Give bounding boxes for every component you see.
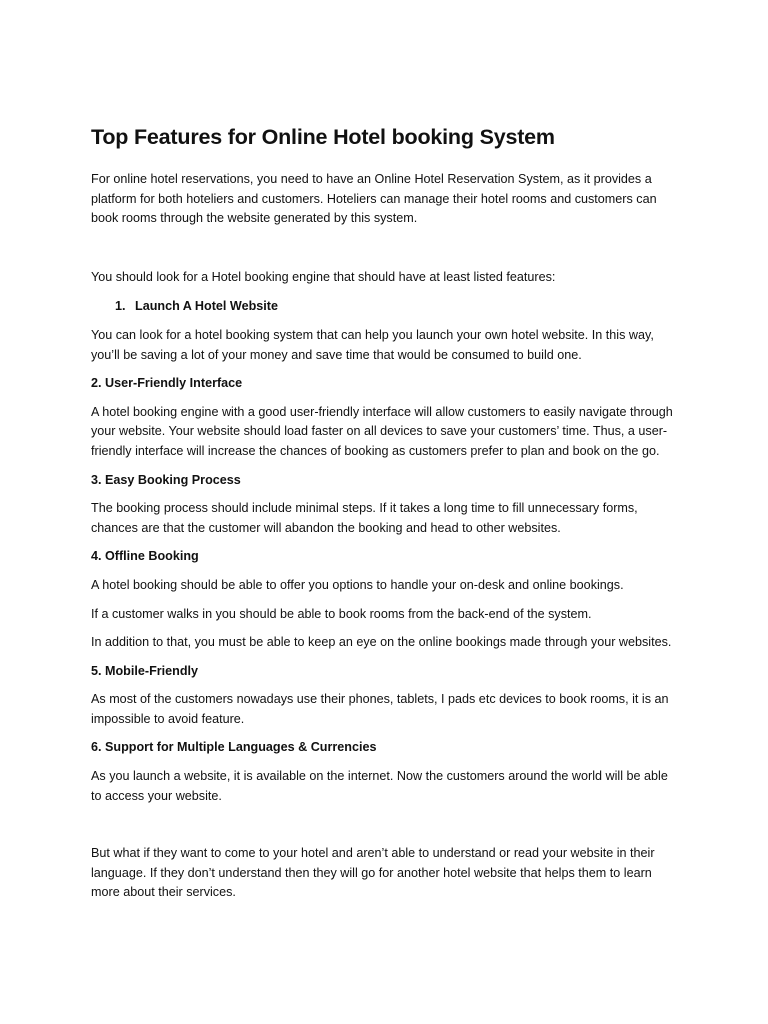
section-body-mobile-friendly: As most of the customers nowadays use their phones, tablets, I pads etc devices to book rooms, it is an impossible to avoid feature. (91, 692, 669, 726)
section-body-offline-booking-3: In addition to that, you must be able to keep an eye on the online bookings made through your websites. (91, 635, 672, 650)
section-body-offline-booking-2: If a customer walks in you should be able to book rooms from the back-end of the system. (91, 606, 592, 621)
intro-paragraph: For online hotel reservations, you need to have an Online Hotel Reservation System, as it provides a platform for both hoteliers and customers. Hoteliers can manage their hotel rooms and customers can book rooms through the website generated by this system. (91, 172, 657, 226)
section-heading-launch-website (91, 297, 678, 317)
lead-paragraph: You should look for a Hotel booking engine that should have at least listed features: (91, 269, 556, 284)
section-heading-languages: 6. Support for Multiple Languages & Currencies (91, 740, 377, 755)
section-heading-text: Launch A Hotel Website (135, 299, 278, 314)
section-heading-offline-booking: 4. Offline Booking (91, 549, 199, 564)
section-body-easy-booking: The booking process should include minimal steps. If it takes a long time to fill unnecessary forms, chances are that the customer will abandon the booking and head to other websites. (91, 501, 638, 535)
section-heading-mobile-friendly: 5. Mobile-Friendly (91, 663, 199, 678)
section-body-offline-booking-1: A hotel booking should be able to offer you options to handle your on-desk and online bookings. (91, 577, 624, 592)
section-heading-user-friendly: 2. User-Friendly Interface (91, 376, 243, 391)
list-number: 1. (115, 299, 126, 314)
section-heading-easy-booking: 3. Easy Booking Process (91, 472, 241, 487)
section-body-user-friendly: A hotel booking engine with a good user-friendly interface will allow customers to easily navigate through your website. Your website should load faster on all devices to save your customers’ time. Thus, a user-friendly interface will increase the chances of booking as customers prefer to plan and book on the go. (91, 404, 673, 458)
page-title: Top Features for Online Hotel booking System (91, 125, 555, 149)
section-body-languages-1: As you launch a website, it is available on the internet. Now the customers around the world will be able to access your website. (91, 769, 668, 803)
section-body-launch-website: You can look for a hotel booking system that can help you launch your own hotel website. In this way, you’ll be saving a lot of your money and save time that would be consumed to build one. (91, 327, 654, 362)
section-body-languages-2: But what if they want to come to your hotel and aren’t able to understand or read your website in their language. If they don’t understand then they will go for another hotel website that helps them to learn more about their services. (91, 846, 655, 900)
